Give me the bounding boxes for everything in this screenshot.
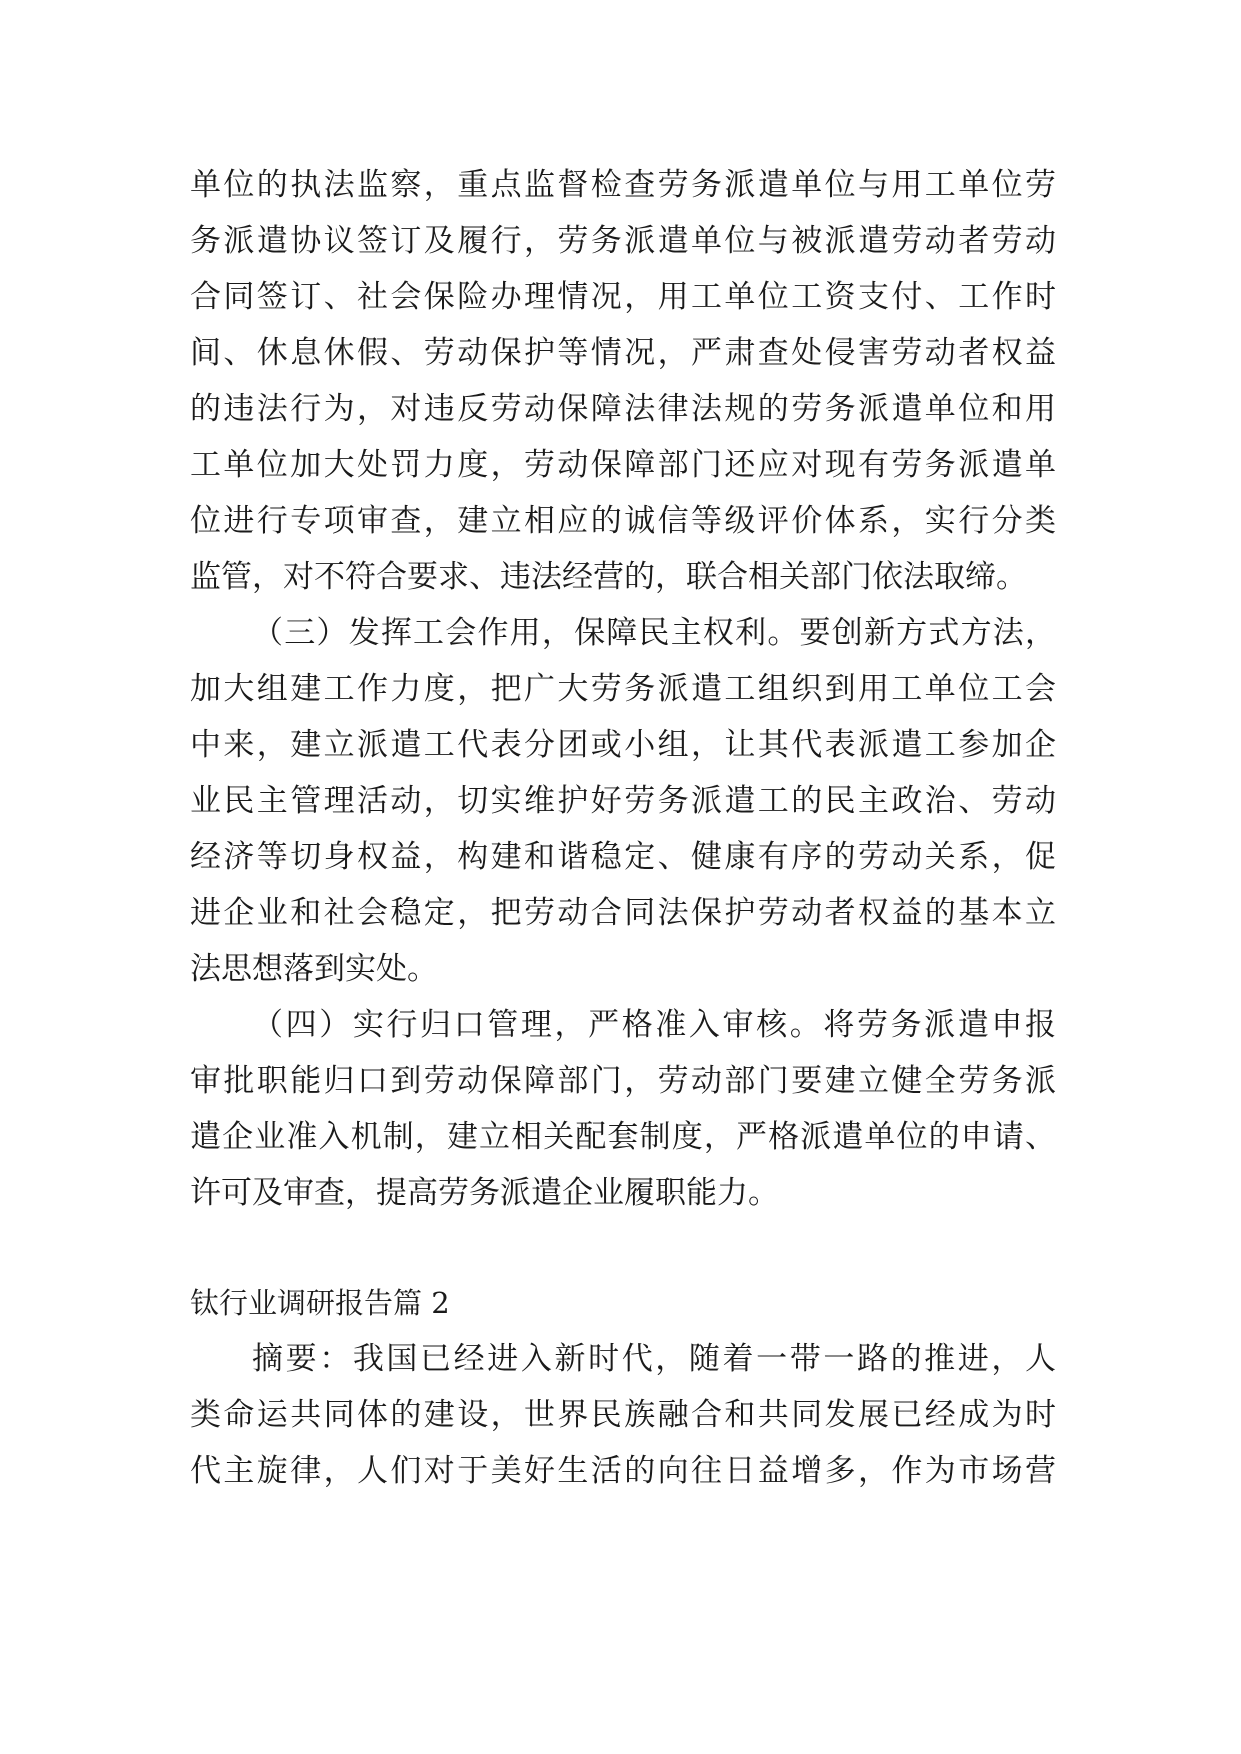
text-line: 位进行专项审查，建立相应的诚信等级评价体系，实行分类 bbox=[190, 503, 1056, 539]
text-line: 遣企业准入机制，建立相关配套制度，严格派遣单位的申请、 bbox=[190, 1119, 1056, 1155]
document-body bbox=[190, 163, 1056, 1505]
paragraph-abstract bbox=[190, 1337, 1056, 1505]
section-heading: 钛行业调研报告篇 2 bbox=[190, 1286, 450, 1320]
text-line: 加大组建工作力度，把广大劳务派遣工组织到用工单位工会 bbox=[190, 671, 1056, 707]
text-line: 单位的执法监察，重点监督检查劳务派遣单位与用工单位劳 bbox=[190, 167, 1056, 203]
text-line: 合同签订、社会保险办理情况，用工单位工资支付、工作时 bbox=[190, 279, 1056, 315]
text-line: 摘要：我国已经进入新时代，随着一带一路的推进，人 bbox=[252, 1341, 1056, 1377]
text-line: 工单位加大处罚力度，劳动保障部门还应对现有劳务派遣单 bbox=[190, 447, 1056, 483]
text-line: 审批职能归口到劳动保障部门，劳动部门要建立健全劳务派 bbox=[190, 1063, 1056, 1099]
text-line: （四）实行归口管理，严格准入审核。将劳务派遣申报 bbox=[252, 1007, 1056, 1043]
section-spacer bbox=[190, 1227, 1056, 1281]
paragraph-centralized-management bbox=[190, 1003, 1056, 1227]
text-line: 间、休息休假、劳动保护等情况，严肃查处侵害劳动者权益 bbox=[190, 335, 1056, 371]
paragraph-union-role bbox=[190, 611, 1056, 1003]
text-line: 监管，对不符合要求、违法经营的，联合相关部门依法取缔。 bbox=[190, 559, 1027, 595]
text-line: 务派遣协议签订及履行，劳务派遣单位与被派遣劳动者劳动 bbox=[190, 223, 1056, 259]
text-line: 类命运共同体的建设，世界民族融合和共同发展已经成为时 bbox=[190, 1397, 1056, 1433]
text-line: 许可及审查，提高劳务派遣企业履职能力。 bbox=[190, 1175, 779, 1211]
text-line: 代主旋律，人们对于美好生活的向往日益增多，作为市场营 bbox=[190, 1453, 1056, 1489]
text-line: 的违法行为，对违反劳动保障法律法规的劳务派遣单位和用 bbox=[190, 391, 1056, 427]
text-line: 法思想落到实处。 bbox=[190, 951, 438, 987]
paragraph-enforcement bbox=[190, 163, 1056, 611]
text-line: 中来，建立派遣工代表分团或小组，让其代表派遣工参加企 bbox=[190, 727, 1056, 763]
text-line: 进企业和社会稳定，把劳动合同法保护劳动者权益的基本立 bbox=[190, 895, 1056, 931]
text-line: （三）发挥工会作用，保障民主权利。要创新方式方法， bbox=[252, 615, 1056, 651]
text-line: 经济等切身权益，构建和谐稳定、健康有序的劳动关系，促 bbox=[190, 839, 1056, 875]
text-line: 业民主管理活动，切实维护好劳务派遣工的民主政治、劳动 bbox=[190, 783, 1056, 819]
